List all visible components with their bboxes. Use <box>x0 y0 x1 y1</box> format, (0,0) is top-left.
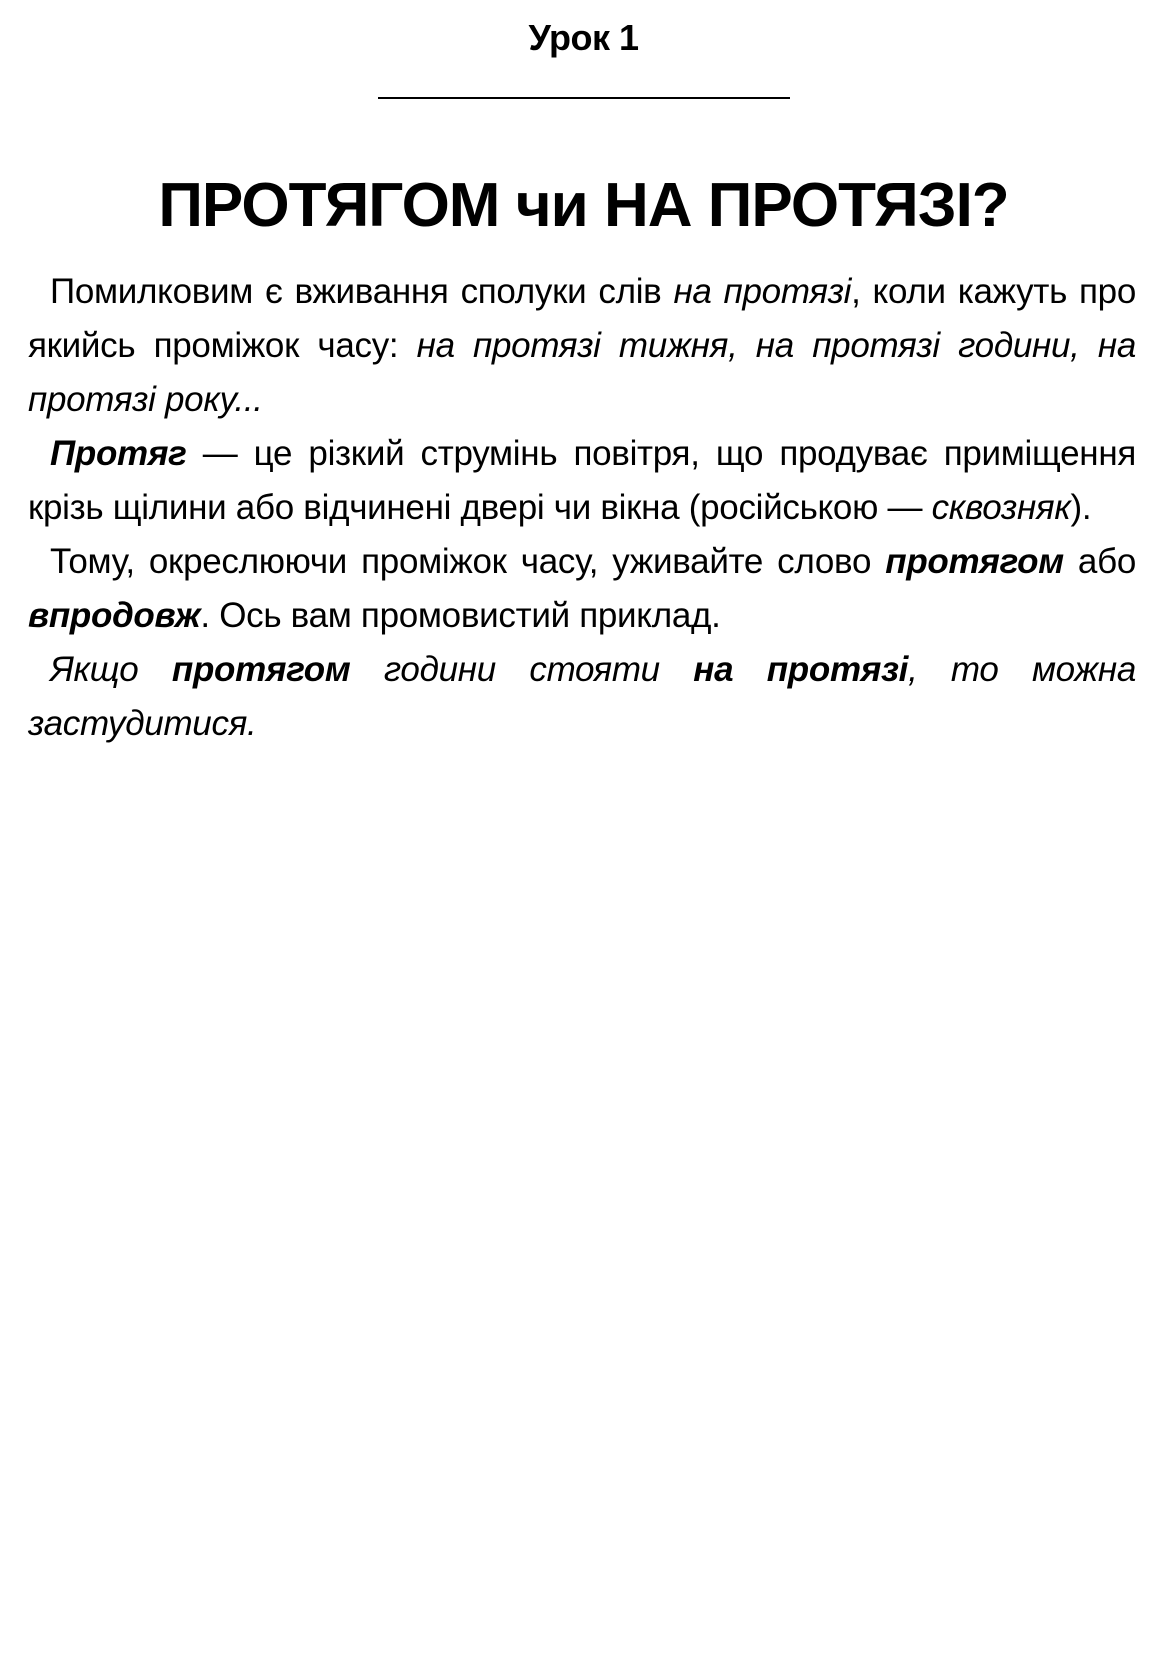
paragraph-3 <box>28 535 1136 643</box>
term-bold-italic: протягом <box>171 650 351 689</box>
text-segment: . Ось вам промовистий приклад. <box>200 596 721 635</box>
term-bold-italic: Протяг <box>50 434 187 473</box>
text-segment: Помилковим є вживання сполуки слів <box>50 272 674 311</box>
page-title: ПРОТЯГОМ чи НА ПРОТЯЗІ? <box>158 170 1009 240</box>
term-bold-italic: протягом <box>885 542 1064 581</box>
text-segment: — це різкий струмінь повітря, що продуває приміщення крізь щілини або відчинені двері чи вікна (російською — <box>28 434 1136 527</box>
italic-phrase: Якщо <box>50 650 172 689</box>
italic-phrase: сквозняк <box>931 488 1071 527</box>
text-segment: ). <box>1070 488 1092 527</box>
term-bold-italic: впродовж <box>28 596 201 635</box>
article-body <box>28 265 1136 751</box>
paragraph-4-example <box>28 643 1136 751</box>
title-divider <box>378 97 790 99</box>
lesson-label: Урок 1 <box>528 17 639 58</box>
paragraph-1 <box>28 265 1136 427</box>
italic-examples: на протязі тижня, на протязі години, на протязі року... <box>28 326 1137 419</box>
italic-phrase: години стояти <box>350 650 694 689</box>
term-bold-italic: на протязі <box>693 650 909 689</box>
paragraph-2 <box>28 427 1136 535</box>
italic-phrase: на протязі <box>673 272 852 311</box>
italic-phrase: , то можна застудитися. <box>28 650 1136 743</box>
text-segment: або <box>1063 542 1136 581</box>
text-segment: Тому, окреслюючи проміжок часу, уживайте слово <box>50 542 886 581</box>
text-segment: , коли кажуть про якийсь проміжок часу: <box>28 272 1136 365</box>
